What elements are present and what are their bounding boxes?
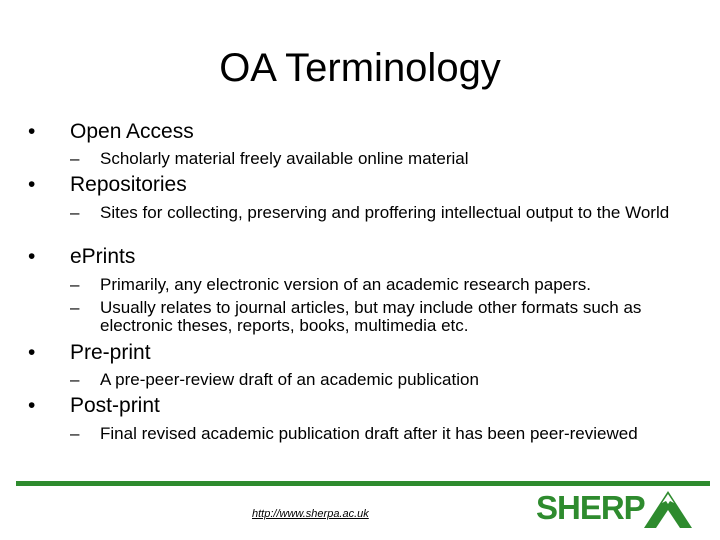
sub-text: Final revised academic publication draft after it has been peer-reviewed [100,424,638,443]
bullet-label: Open Access [70,120,194,143]
sub-dash: – [70,275,80,294]
mountain-icon [642,488,694,530]
bullet-dot: • [28,120,36,143]
sherpa-logo [534,488,696,530]
sub-dash: – [70,298,80,317]
footer-url-link[interactable]: http://www.sherpa.ac.uk [252,508,369,520]
sub-dash: – [70,149,80,168]
sub-dash: – [70,370,80,389]
bullet-dot: • [28,245,36,268]
logo-text: SHERP [536,489,645,526]
sub-dash: – [70,424,80,443]
sub-text: Usually relates to journal articles, but may include other formats such as electronic theses, reports, books, multimedia etc. [100,298,642,335]
slide-title: OA Terminology [219,46,501,90]
sub-text: A pre-peer-review draft of an academic publication [100,370,479,389]
bullet-label: ePrints [70,245,136,268]
bullet-label: Repositories [70,173,187,196]
bullet-label: Post-print [70,394,160,417]
sub-text: Primarily, any electronic version of an academic research papers. [100,275,592,294]
bullet-dot: • [28,341,36,364]
bullet-label: Pre-print [70,341,151,364]
sub-text: Sites for collecting, preserving and proffering intellectual output to the World [100,203,670,222]
footer-divider [16,481,710,486]
bullet-dot: • [28,394,36,417]
bullet-dot: • [28,173,36,196]
sub-dash: – [70,203,80,222]
sub-text: Scholarly material freely available online material [100,149,469,168]
